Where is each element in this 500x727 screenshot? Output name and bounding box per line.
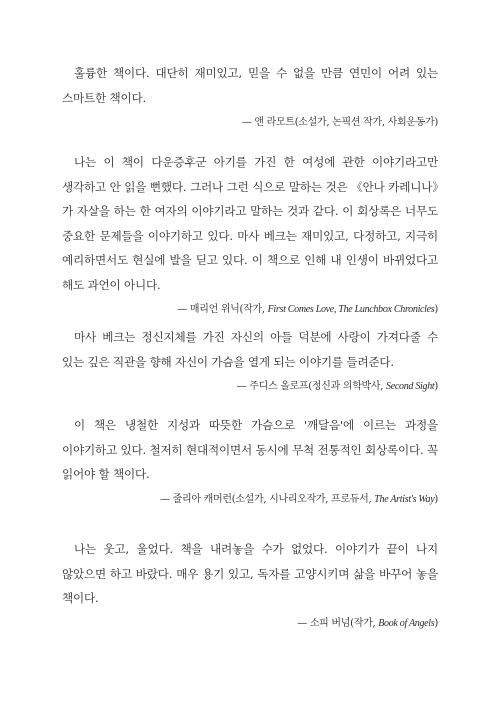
- attribution-close: ): [434, 493, 438, 505]
- blurb-quote: 나는 웃고, 울었다. 책을 내려놓을 수가 없었다. 이야기가 끝이 나지 않았으면 하고 바랐다. 매우 용기 있고, 독자를 고양시키며 삶을 바꾸어 놓을 책이다.: [62, 542, 438, 605]
- attribution-close: ): [434, 304, 438, 315]
- attribution-close: ): [434, 381, 438, 392]
- blurb-attribution: [62, 614, 438, 634]
- attribution-close: ): [434, 617, 438, 629]
- attribution-book-titles: First Comes Love, The Lunchbox Chronicles: [267, 304, 435, 315]
- attribution-book-titles: The Artist's Way: [374, 493, 435, 505]
- blurb-judith-orloff: [62, 325, 438, 397]
- attribution-name: — 주디스 올로프(정신과 의학박사,: [236, 381, 387, 392]
- blurb-attribution: [62, 490, 438, 510]
- attribution-name: — 소피 버넘(작가,: [297, 617, 379, 629]
- blurb-attribution: [62, 113, 438, 133]
- blurb-sophy-burnham: [62, 537, 438, 634]
- blurb-quote: 이 책은 냉철한 지성과 따뜻한 가슴으로 '깨달음'에 이르는 과정을 이야기하고 있다. 철저히 현대적이면서 동시에 무척 전통적인 회상록이다. 꼭 읽어야 할 책이다.: [62, 418, 438, 481]
- attribution-book-titles: Second Sight: [386, 381, 435, 392]
- attribution-name: — 매리언 위닉(작가,: [177, 304, 268, 315]
- blurb-anne-lamott: [62, 61, 438, 133]
- blurb-quote: 훌륭한 책이다. 대단히 재미있고, 믿을 수 없을 만큼 연민이 어려 있는 스마트한 책이다.: [62, 66, 438, 105]
- blurb-julia-cameron: [62, 413, 438, 510]
- attribution-name: — 줄리아 캐머런(소설가, 시나리오작가, 프로듀서,: [160, 493, 375, 505]
- attribution-name: — 앤 라모트(소설가, 논픽션 작가, 사회운동가): [241, 117, 438, 128]
- attribution-book-titles: Book of Angels: [378, 617, 435, 629]
- blurb-attribution: [62, 300, 438, 320]
- blurb-marion-winik: [62, 150, 438, 320]
- blurb-quote: 나는 이 책이 다운증후군 아기를 가진 한 여성에 관한 이야기라고만 생각하고 안 읽을 뻔했다. 그러나 그런 식으로 말하는 것은 《안나 카레니나》가 자살을 하는 한 여자의 이야기라고 말하는 것과 같다. 이 회상록은 너무도 중요한 문제들을 이야기하고 있다. 마사 베크는 재미있고, 다정하고, 지극히 예리하면서도 현실에 발을 딛고 있다. 이 책으로 인해 내 인생이 바뀌었다고 해도 과언이 아니다.: [62, 155, 438, 292]
- blurb-attribution: [62, 377, 438, 397]
- blurb-quote: 마사 베크는 정신지체를 가진 자신의 아들 덕분에 사랑이 가져다줄 수 있는 깊은 직관을 향해 자신이 가슴을 열게 되는 이야기를 들려준다.: [62, 330, 438, 369]
